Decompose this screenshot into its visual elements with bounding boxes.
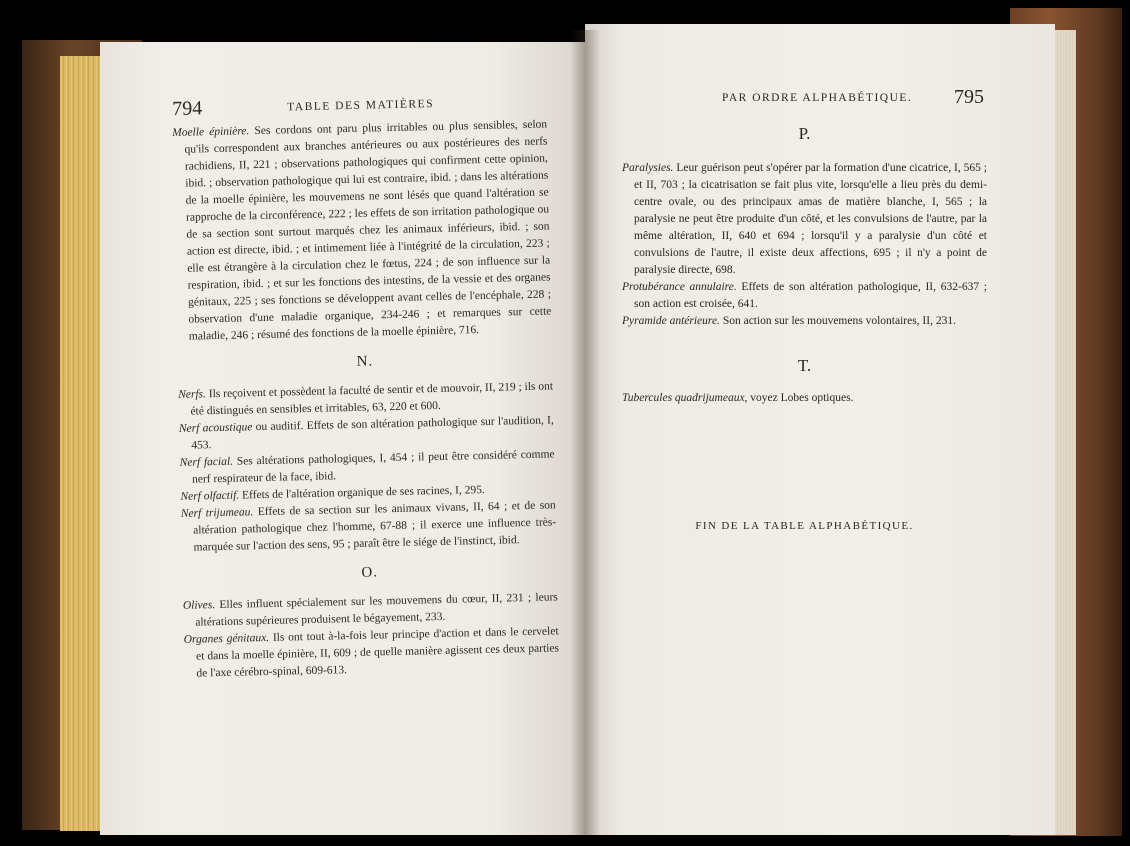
left-page-text — [172, 116, 560, 682]
right-page-number: 795 — [954, 86, 984, 108]
section-letter-o: O. — [361, 564, 379, 581]
entry-term: Nerfs. — [177, 388, 207, 401]
entry-term: Paralysies. — [622, 162, 674, 174]
section-letter-p: P. — [798, 124, 811, 143]
entry-text: Ils ont tout à-la-fois leur principe d'action et dans le cervelet et dans la moelle épinière, II, 609 ; de quelle manière agissent ces deux parties de l'axe cérébro-spinal, 609-613. — [195, 625, 560, 680]
entry-text: Effets de l'altération organique de ses racines, I, 295. — [239, 483, 485, 502]
right-running-title: PAR ORDRE ALPHABÉTIQUE. — [722, 92, 913, 104]
entry-term: Nerf olfactif. — [180, 489, 240, 503]
entry-text: ou auditif. Effets de son altération pathologique sur l'audition, I, 453. — [191, 414, 554, 452]
entry-text: Ils reçoivent et possèdent la faculté de sentir et de mouvoir, II, 219 ; ils ont été distingués en sensibles et irritables, 63, 220 et 600. — [190, 380, 554, 418]
entry-term: Nerf facial. — [179, 455, 234, 469]
entry-text: Ses altérations pathologiques, I, 454 ; il peut être considéré comme nerf respirateur de la face, ibid. — [191, 448, 555, 486]
entry-term: Tubercules quadrijumeaux — [622, 392, 745, 404]
entry-text: Effets de son altération pathologique, II, 632-637 ; son action est croisée, 641. — [634, 281, 987, 310]
right-page-text — [622, 160, 987, 330]
index-entry — [622, 160, 987, 279]
index-entry — [181, 497, 557, 556]
entry-term: Olives. — [182, 599, 216, 612]
left-page-number: 794 — [172, 97, 203, 120]
entry-text: , voyez Lobes optiques. — [744, 392, 854, 404]
left-running-title: TABLE DES MATIÈRES — [287, 98, 435, 114]
index-entry — [622, 279, 987, 313]
entry-text: Effets de sa section sur les animaux vivans, II, 64 ; et de son altération pathologique chez l'homme, 67-88 ; il exerce une influence très-marquée sur l'action des sens, 95 ; paraît être le siége de l'instinct, ibid. — [193, 499, 557, 554]
right-page-header — [622, 86, 994, 110]
index-entry — [172, 116, 552, 345]
entry-text: Elles influent spécialement sur les mouvemens du cœur, II, 231 ; leurs altérations supérieures produisent le bégayement, 233. — [195, 591, 558, 629]
end-of-table-notice: FIN DE LA TABLE ALPHABÉTIQUE. — [695, 520, 914, 532]
entry-term: Organes génitaux. — [183, 631, 270, 646]
entry-term: Moelle épinière. — [172, 125, 250, 139]
index-entry-tubercules — [622, 392, 987, 404]
entry-term: Pyramide antérieure. — [622, 315, 720, 327]
entry-term: Nerf acoustique — [178, 421, 253, 435]
section-letter-n: N. — [356, 353, 374, 370]
entry-text: Leur guérison peut s'opérer par la formation d'une cicatrice, I, 565 ; et II, 703 ; la cicatrisation se fait plus vite, lorsqu'elle a lieu près du demi-centre ovale, ou des principaux amas de matière blanche, I, 565 ; la paralysie ne peut être produite d'un côté, et les convulsions de l'autre, par la même altération, II, 640 et 694 ; lorsqu'il y a paralysie d'un côté et convulsions de l'autre, il existe deux affections, 695 ; il n'y a point de paralysie directe, 698. — [634, 162, 987, 276]
section-letter-t: T. — [797, 356, 812, 375]
entry-term: Nerf trijumeau. — [180, 506, 254, 520]
entry-text: Ses cordons ont paru plus irritables ou plus sensibles, selon qu'ils correspondent aux branches antérieures ou aux postérieures des nerfs rachidiens, II, 221 ; observations pathologiques qui confirment cette opinion, ibid. ; observation pathologique qui lui est contraire, ibid. ; dans les altérations de la moelle épinière, les mouvemens ne sont lésés que quand l'altération se rapproche de la circonférence, 222 ; les effets de son irritation pathologique ou de sa section sont surtout marqués chez les animaux inférieurs, ibid. ; son action est directe, ibid. ; et intimement liée à l'intégrité de la circulation, 223 ; elle est étrangère à la circulation chez le fœtus, 224 ; de son influence sur la respiration, ibid. ; et sur les fonctions des intestins, de la vessie et des organes génitaux, 225 ; ses fonctions se développent avant celles de l'encéphale, 228 ; observation d'une maladie organique, 234-246 ; et remarques sur cette maladie, 246 ; résumé des fonctions de la moelle épinière, 716. — [184, 118, 552, 343]
entry-term: Protubérance annulaire. — [622, 281, 737, 293]
index-entry — [184, 623, 560, 682]
book-gutter — [570, 30, 600, 835]
index-entry — [622, 313, 987, 330]
right-page — [585, 24, 1055, 835]
entry-text: Son action sur les mouvemens volontaires, II, 231. — [719, 315, 956, 327]
